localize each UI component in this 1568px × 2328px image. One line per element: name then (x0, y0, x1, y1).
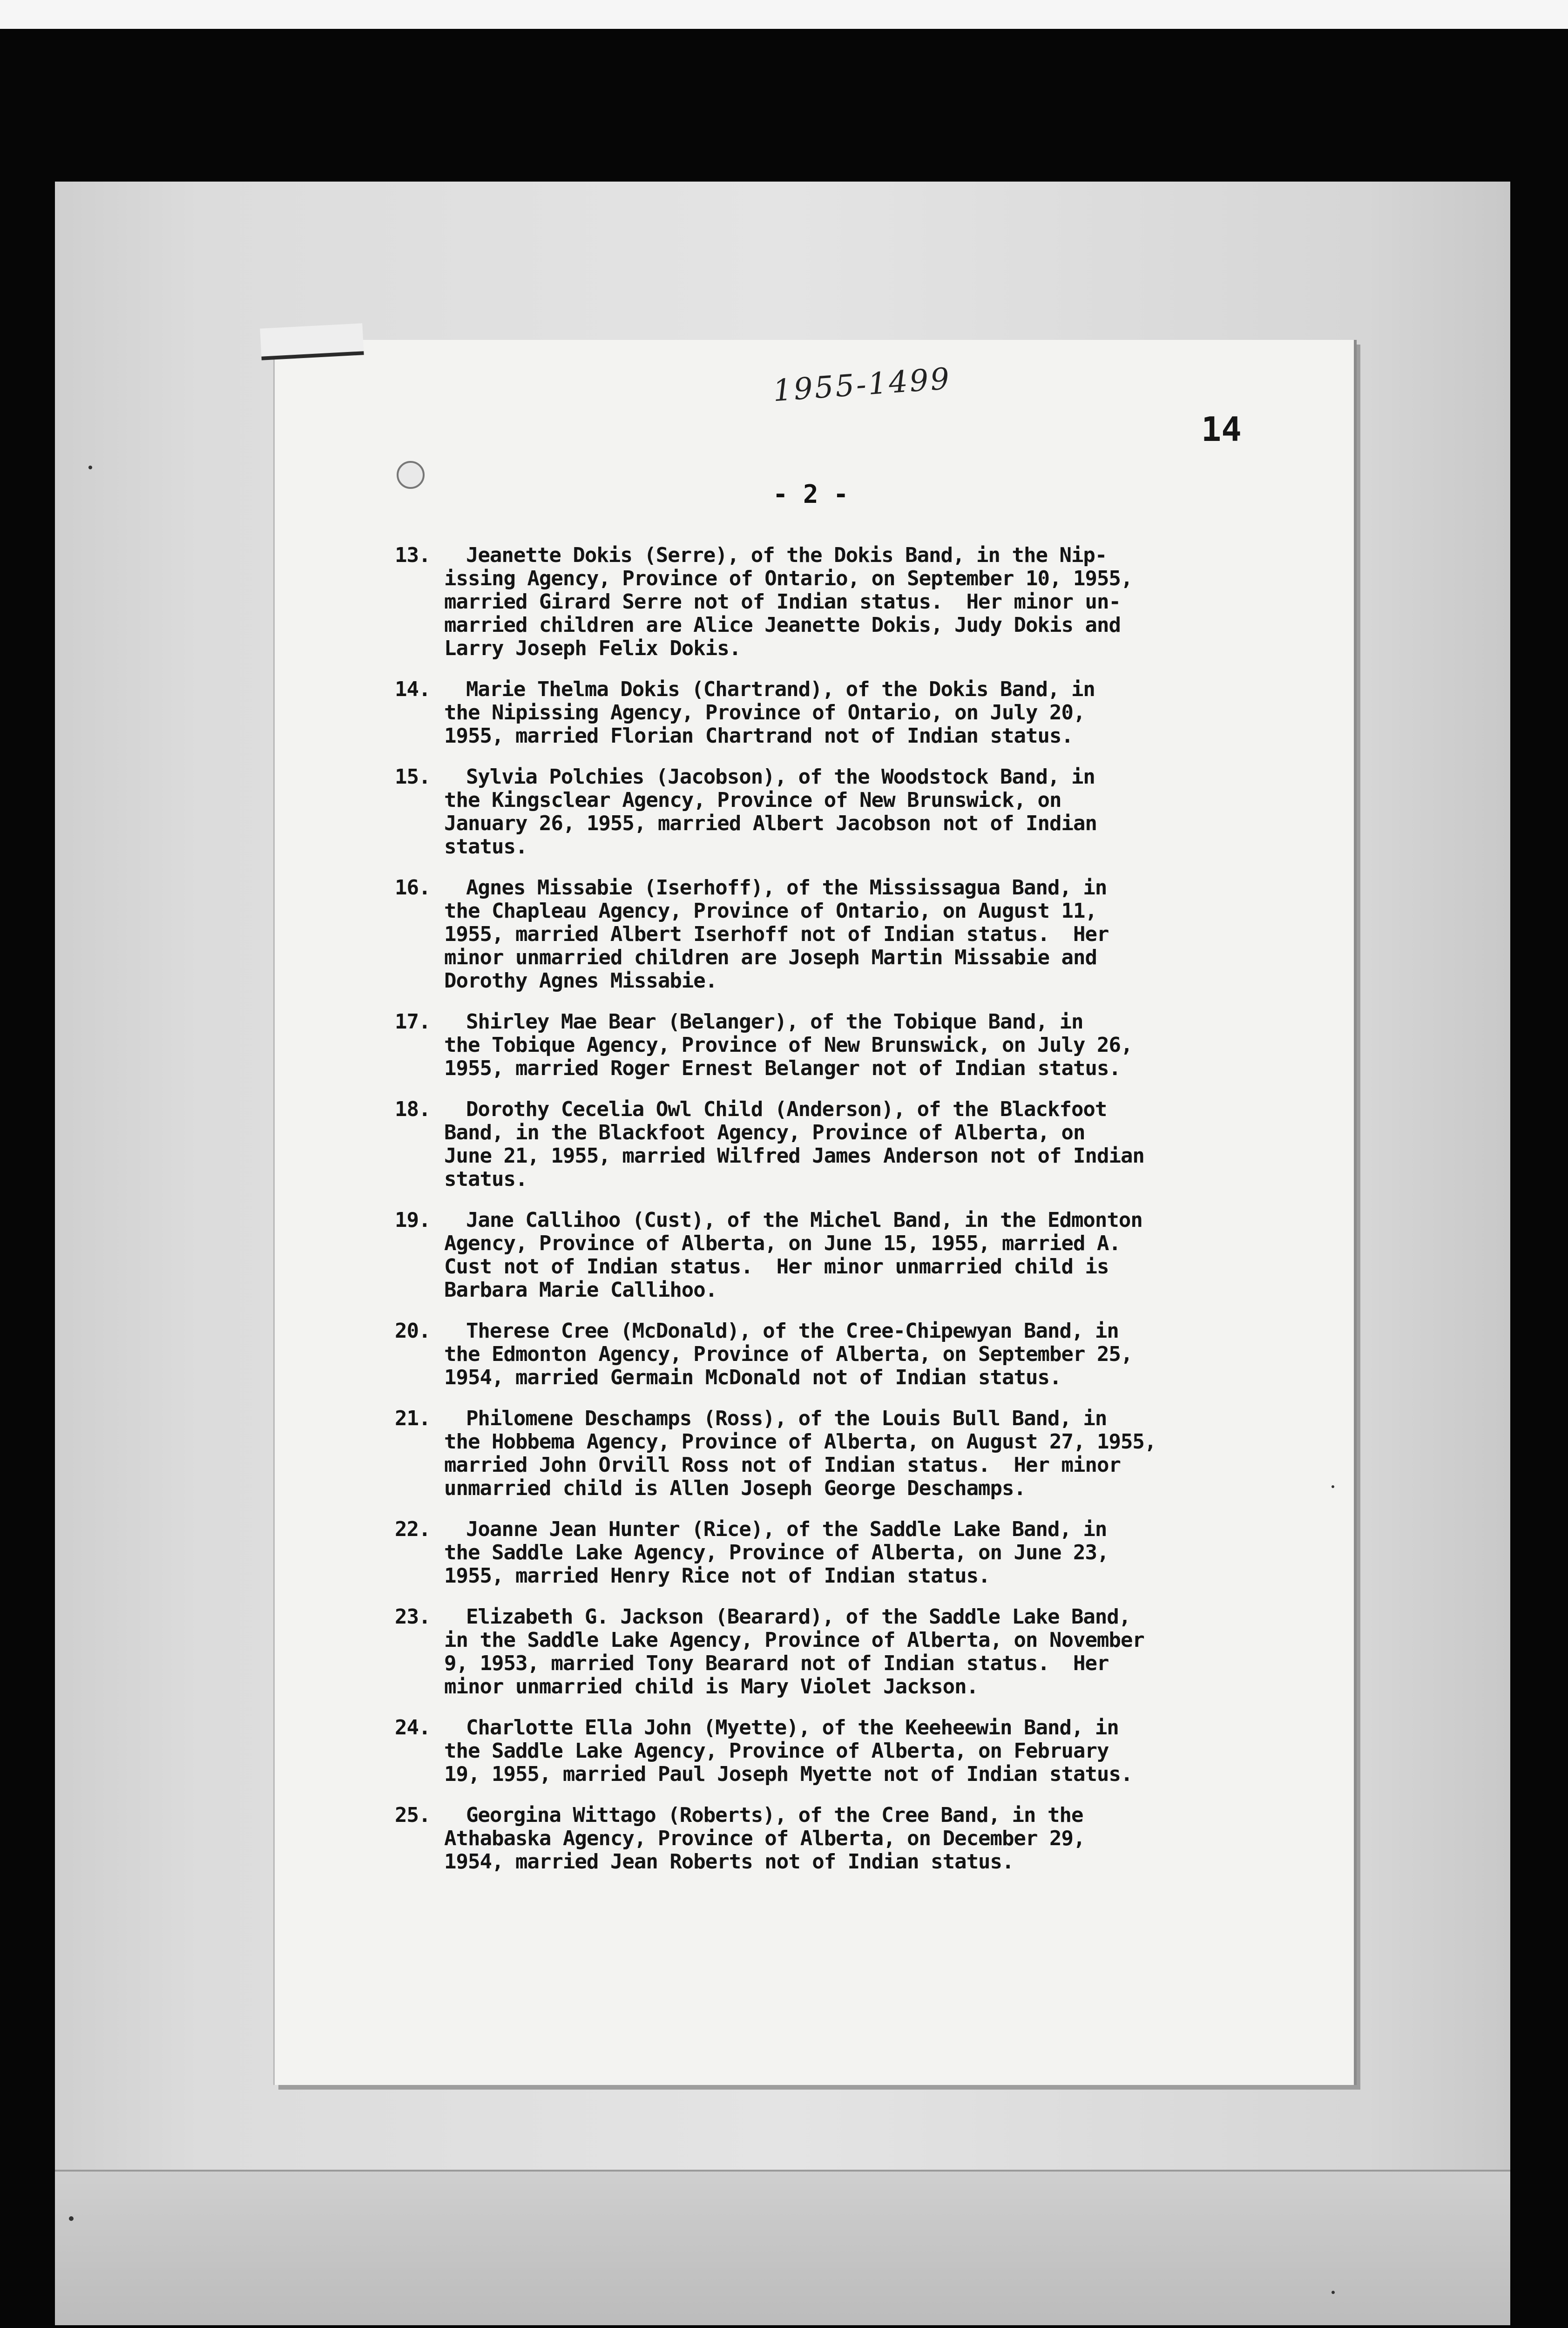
entry-22 (395, 1518, 1349, 1588)
entry-line: status. (444, 835, 527, 859)
entry-line: 17. Shirley Mae Bear (Belanger), of the Tobique Band, in (395, 1010, 1083, 1034)
entry-line: minor unmarried children are Joseph Martin Missabie and (444, 946, 1097, 969)
film-speck (88, 466, 92, 469)
entry-15 (395, 765, 1349, 859)
entry-18 (395, 1098, 1349, 1191)
entry-line: Larry Joseph Felix Dokis. (444, 636, 741, 660)
entry-line: the Kingsclear Agency, Province of New Brunswick, on (444, 788, 1061, 812)
entry-line: 1955, married Roger Ernest Belanger not of Indian status. (444, 1056, 1121, 1080)
entry-line: married children are Alice Jeanette Dokis, Judy Dokis and (444, 613, 1121, 637)
entry-21 (395, 1407, 1349, 1500)
entry-17 (395, 1010, 1349, 1080)
scan-top-edge (0, 0, 1568, 29)
entry-line: January 26, 1955, married Albert Jacobson not of Indian (444, 812, 1097, 835)
entry-line: 1954, married Jean Roberts not of Indian status. (444, 1850, 1014, 1874)
folio-number: 14 (1201, 410, 1242, 449)
entry-line: June 21, 1955, married Wilfred James Anderson not of Indian (444, 1144, 1144, 1168)
entry-line: married John Orvill Ross not of Indian status. Her minor (444, 1453, 1121, 1477)
entry-line: Band, in the Blackfoot Agency, Province of Alberta, on (444, 1121, 1085, 1144)
entry-line: 1955, married Albert Iserhoff not of Indian status. Her (444, 922, 1109, 946)
entry-line: the Edmonton Agency, Province of Alberta, on September 25, (444, 1342, 1133, 1366)
entry-13 (395, 544, 1349, 660)
film-speck (1331, 2291, 1335, 2294)
entry-24 (395, 1716, 1349, 1786)
entry-line: the Saddle Lake Agency, Province of Alberta, on June 23, (444, 1541, 1109, 1564)
entry-25 (395, 1804, 1349, 1874)
entry-line: 1955, married Florian Chartrand not of Indian status. (444, 724, 1073, 748)
entry-line: 1955, married Henry Rice not of Indian status. (444, 1564, 990, 1588)
entry-20 (395, 1320, 1349, 1389)
entry-14 (395, 678, 1349, 748)
entry-line: 1954, married Germain McDonald not of Indian status. (444, 1366, 1061, 1389)
entry-line: the Saddle Lake Agency, Province of Alberta, on February (444, 1739, 1109, 1763)
entry-line: the Chapleau Agency, Province of Ontario, on August 11, (444, 899, 1097, 923)
entry-line: 14. Marie Thelma Dokis (Chartrand), of the Dokis Band, in (395, 677, 1095, 701)
entry-line: issing Agency, Province of Ontario, on September 10, 1955, (444, 567, 1133, 590)
torn-page-corner (260, 323, 364, 360)
entry-line: 20. Therese Cree (McDonald), of the Cree-Chipewyan Band, in (395, 1319, 1119, 1343)
punch-hole (397, 461, 425, 489)
entry-line: unmarried child is Allen Joseph George Deschamps. (444, 1476, 1026, 1500)
entry-line: Athabaska Agency, Province of Alberta, on December 29, (444, 1827, 1085, 1850)
entry-line: 19. Jane Callihoo (Cust), of the Michel Band, in the Edmonton (395, 1208, 1142, 1232)
entry-line: Cust not of Indian status. Her minor unmarried child is (444, 1255, 1109, 1279)
entry-line: the Nipissing Agency, Province of Ontario, on July 20, (444, 701, 1085, 724)
entry-line: Barbara Marie Callihoo. (444, 1278, 717, 1302)
backing-sheet-lower-band (55, 2170, 1510, 2325)
entry-list (395, 544, 1349, 1891)
entry-line: 22. Joanne Jean Hunter (Rice), of the Saddle Lake Band, in (395, 1517, 1107, 1541)
entry-line: 21. Philomene Deschamps (Ross), of the Louis Bull Band, in (395, 1407, 1107, 1430)
entry-line: 15. Sylvia Polchies (Jacobson), of the Woodstock Band, in (395, 765, 1095, 789)
entry-16 (395, 876, 1349, 993)
entry-line: in the Saddle Lake Agency, Province of Alberta, on November (444, 1628, 1144, 1652)
entry-line: 23. Elizabeth G. Jackson (Bearard), of the Saddle Lake Band, (395, 1605, 1131, 1629)
entry-line: 13. Jeanette Dokis (Serre), of the Dokis Band, in the Nip- (395, 543, 1107, 567)
entry-line: the Tobique Agency, Province of New Brunswick, on July 26, (444, 1033, 1133, 1057)
entry-line: 16. Agnes Missabie (Iserhoff), of the Mississagua Band, in (395, 876, 1107, 900)
entry-line: the Hobbema Agency, Province of Alberta, on August 27, 1955, (444, 1430, 1156, 1454)
entry-line: minor unmarried child is Mary Violet Jackson. (444, 1675, 979, 1699)
handwritten-file-reference: 1955-1499 (771, 361, 953, 409)
entry-19 (395, 1209, 1349, 1302)
film-speck (69, 2216, 74, 2221)
entry-line: 9, 1953, married Tony Bearard not of Indian status. Her (444, 1651, 1109, 1675)
entry-line: Agency, Province of Alberta, on June 15, 1955, married A. (444, 1232, 1121, 1255)
film-speck (1331, 1485, 1334, 1488)
entry-23 (395, 1605, 1349, 1699)
page-number: - 2 - (773, 480, 849, 509)
entry-line: 18. Dorothy Cecelia Owl Child (Anderson), of the Blackfoot (395, 1097, 1107, 1121)
entry-line: 24. Charlotte Ella John (Myette), of the Keeheewin Band, in (395, 1716, 1119, 1739)
entry-line: Dorothy Agnes Missabie. (444, 969, 717, 993)
entry-line: 19, 1955, married Paul Joseph Myette not of Indian status. (444, 1762, 1133, 1786)
entry-line: 25. Georgina Wittago (Roberts), of the Cree Band, in the (395, 1803, 1083, 1827)
entry-line: married Girard Serre not of Indian status. Her minor un- (444, 590, 1121, 614)
entry-line: status. (444, 1167, 527, 1191)
